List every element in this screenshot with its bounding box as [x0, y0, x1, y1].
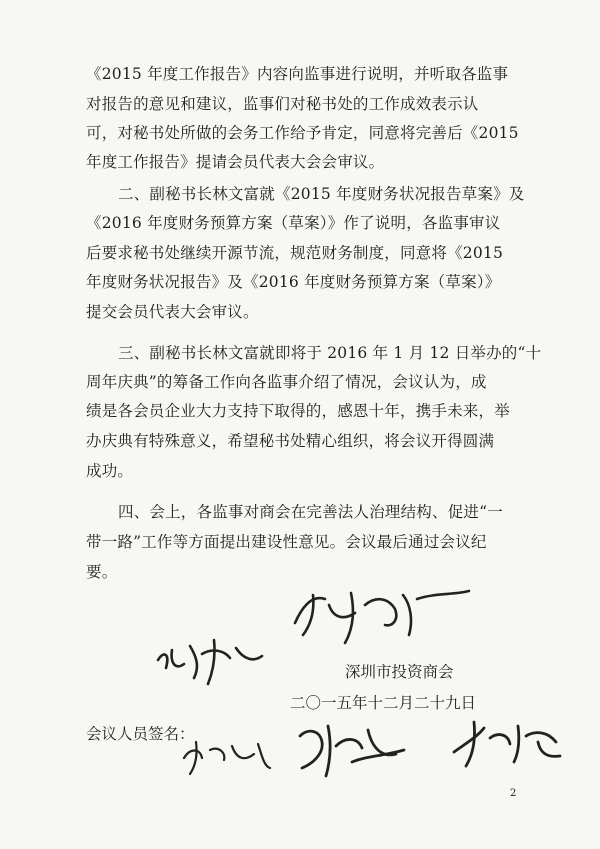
handwritten-signature	[150, 620, 270, 690]
body-line: 对报告的意见和建议，监事们对秘书处的工作成效表示认	[86, 95, 479, 113]
page-number: 2	[510, 788, 517, 799]
attendees-label: 会议人员签名：	[86, 725, 195, 743]
body-line: 要。	[86, 563, 118, 581]
body-line: 二、副秘书长林文富就《2015 年度财务状况报告草案》及	[118, 185, 525, 203]
body-line: 提交会员代表大会审议。	[86, 303, 259, 321]
handwritten-signature	[448, 712, 568, 772]
organization-name: 深圳市投资商会	[345, 663, 454, 681]
handwritten-signature	[285, 565, 475, 655]
body-line: 年度财务状况报告》及《2016 年度财务预算方案（草案）》	[86, 273, 501, 291]
document-date: 二〇一五年十二月二十九日	[290, 694, 477, 712]
body-line: 后要求秘书处继续开源节流，规范财务制度，同意将《2015	[86, 244, 504, 262]
body-line: 三、副秘书长林文富就即将于 2016 年 1 月 12 日举办的“十	[118, 344, 542, 362]
body-line: 周年庆典”的筹备工作向各监事介绍了情况，会议认为，成	[86, 373, 487, 391]
body-line: 《2015 年度工作报告》内容向监事进行说明，并听取各监事	[86, 65, 509, 83]
body-line: 《2016 年度财务预算方案（草案）》作了说明，各监事审议	[86, 214, 501, 232]
body-line: 成功。	[86, 462, 134, 480]
body-line: 可，对秘书处所做的会务工作给予肯定，同意将完善后《2015	[86, 124, 519, 142]
body-line: 年度工作报告》提请会员代表大会会审议。	[86, 153, 385, 171]
body-line: 绩是各会员企业大力支持下取得的，感恩十年，携手未来，举	[86, 402, 510, 420]
handwritten-signature	[292, 712, 412, 782]
body-line: 带一路”工作等方面提出建设性意见。会议最后通过会议纪	[86, 533, 487, 551]
body-line: 四、会上，各监事对商会在完善法人治理结构、促进“一	[118, 503, 503, 521]
body-line: 办庆典有特殊意义，希望秘书处精心组织，将会议开得圆满	[86, 432, 495, 450]
